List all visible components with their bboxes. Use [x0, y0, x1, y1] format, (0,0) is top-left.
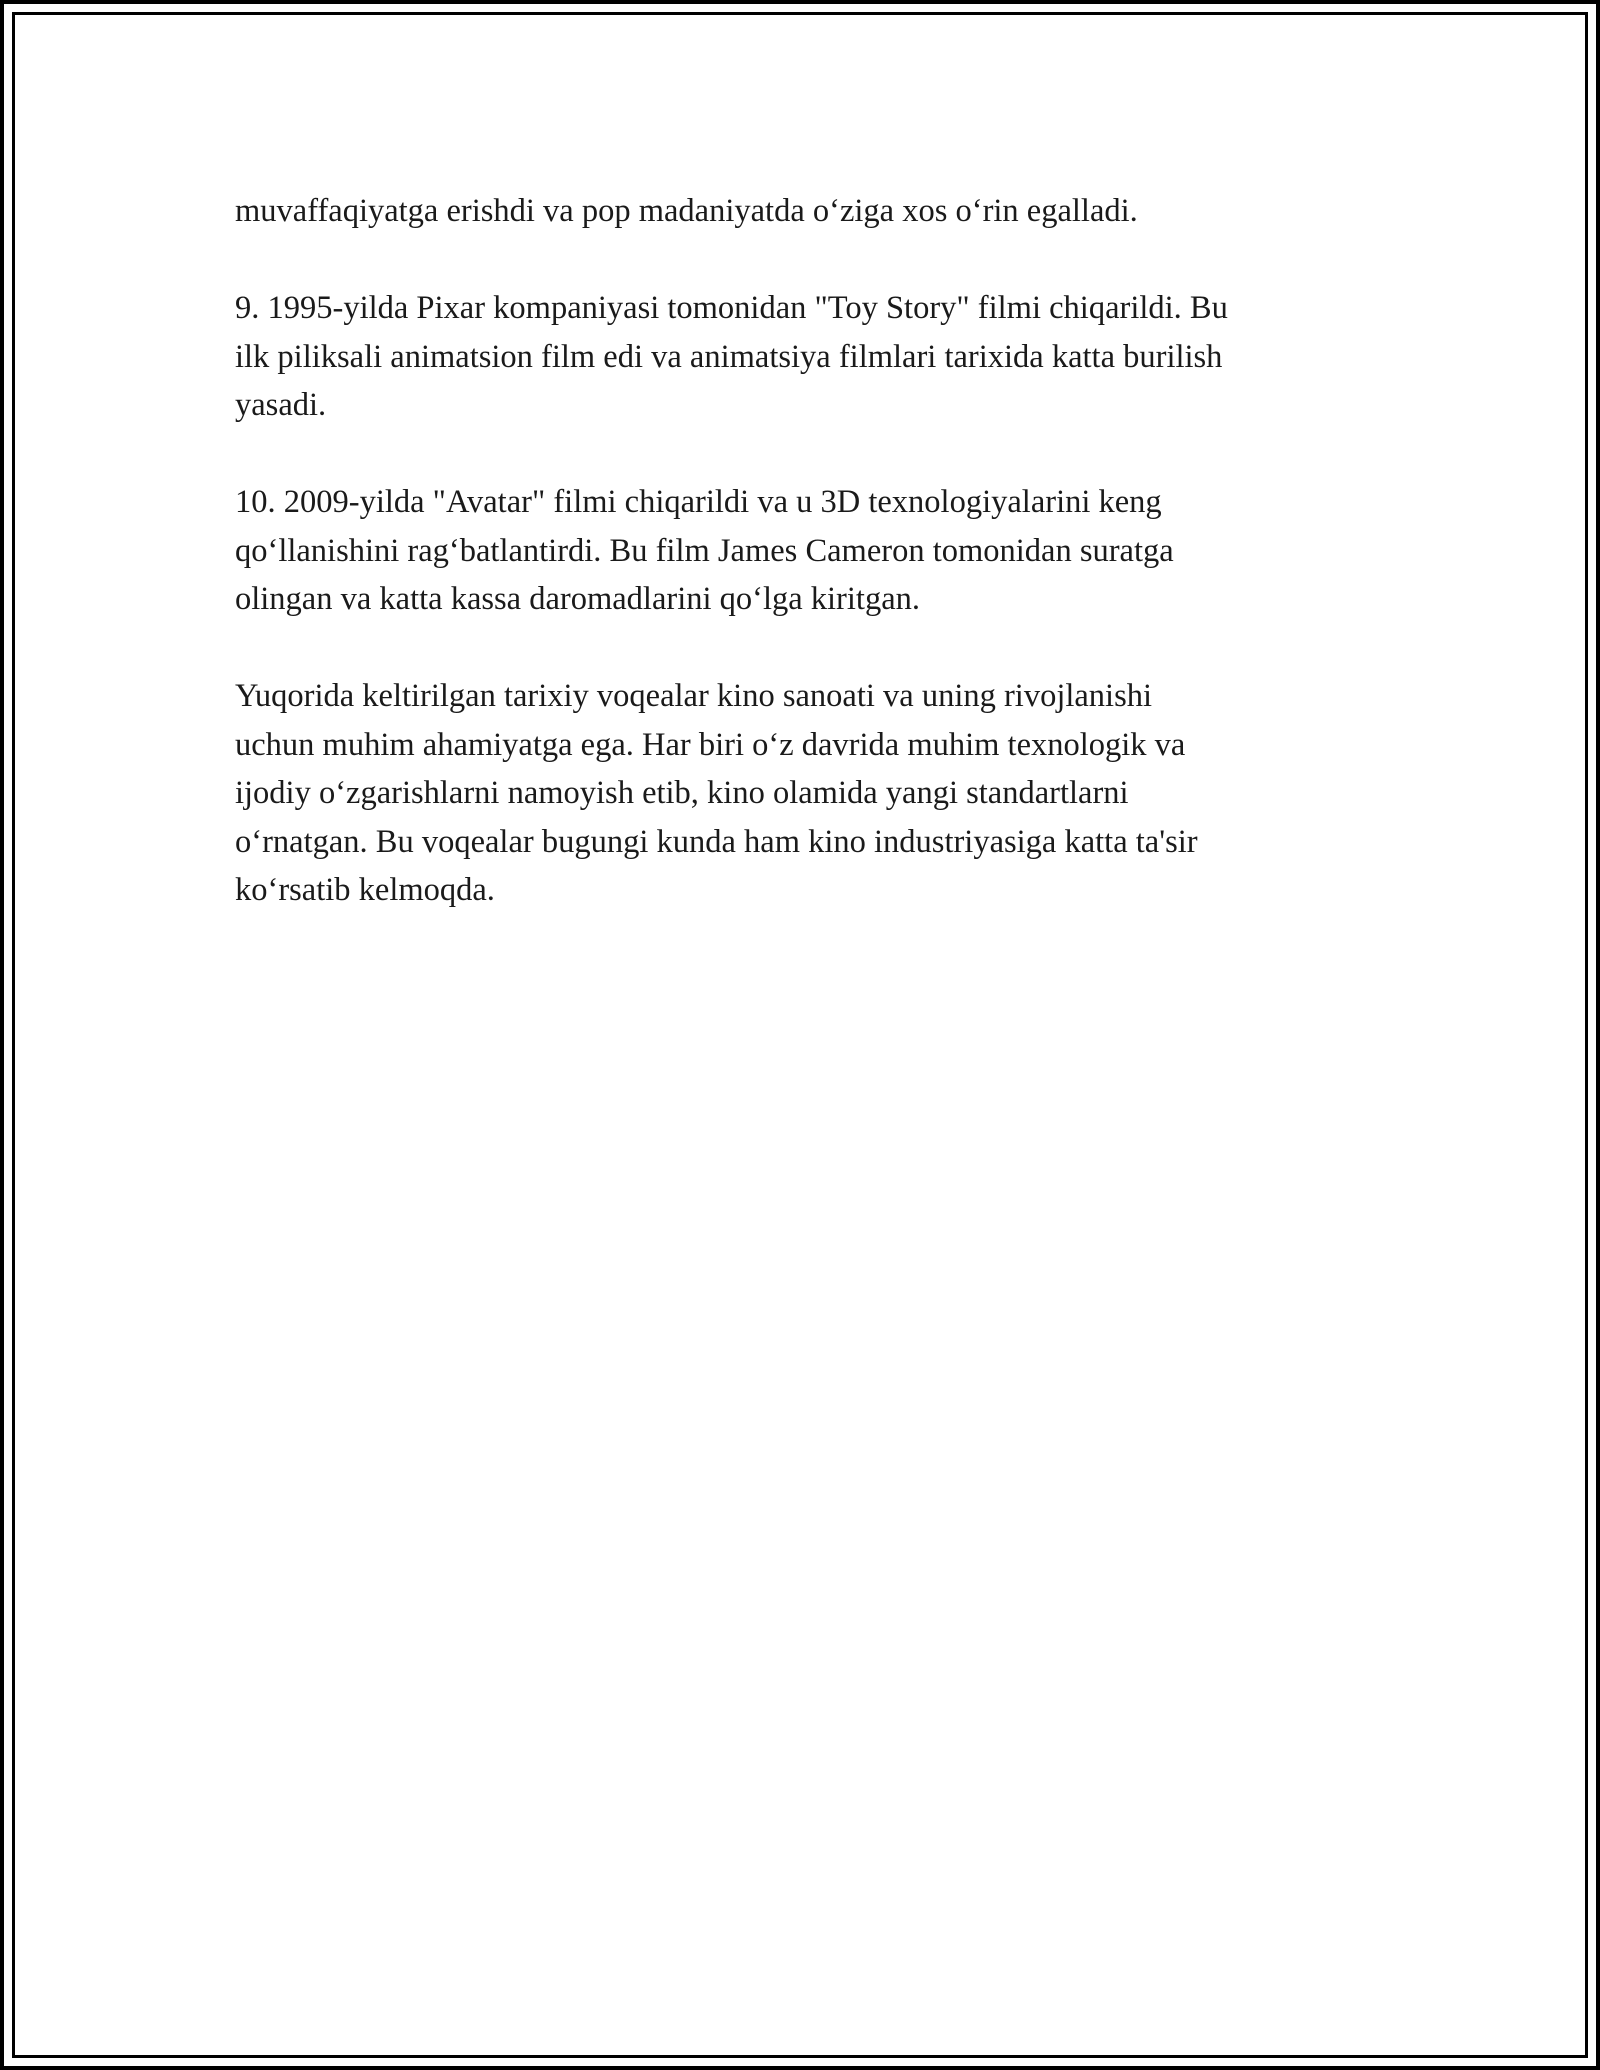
paragraph-continuation: muvaffaqiyatga erishdi va pop madaniyatda o‘ziga xos o‘rin egalladi.: [235, 193, 1138, 229]
paragraph-item-9-toy-story: 9. 1995-yilda Pixar kompaniyasi tomonidan "Toy Story" filmi chiqarildi. Bu ilk piliksali animatsion film edi va animatsiya filmlari tarixida katta burilish yasadi.: [235, 290, 1228, 423]
document-body: [235, 187, 1375, 963]
paragraph-conclusion: Yuqorida keltirilgan tarixiy voqealar kino sanoati va uning rivojlanishi uchun muhim ahamiyatga ega. Har biri o‘z davrida muhim texnologik va ijodiy o‘zgarishlarni namoyish etib, kino olamida yangi standartlarni o‘rnatgan. Bu voqealar bugungi kunda ham kino industriyasiga katta ta'sir ko‘rsatib kelmoqda.: [235, 678, 1198, 908]
paragraph-item-10-avatar: 10. 2009-yilda "Avatar" filmi chiqarildi va u 3D texnologiyalarini keng qo‘llanishini rag‘batlantirdi. Bu film James Cameron tomonidan suratga olingan va katta kassa daromadlarini qo‘lga kiritgan.: [235, 484, 1174, 617]
